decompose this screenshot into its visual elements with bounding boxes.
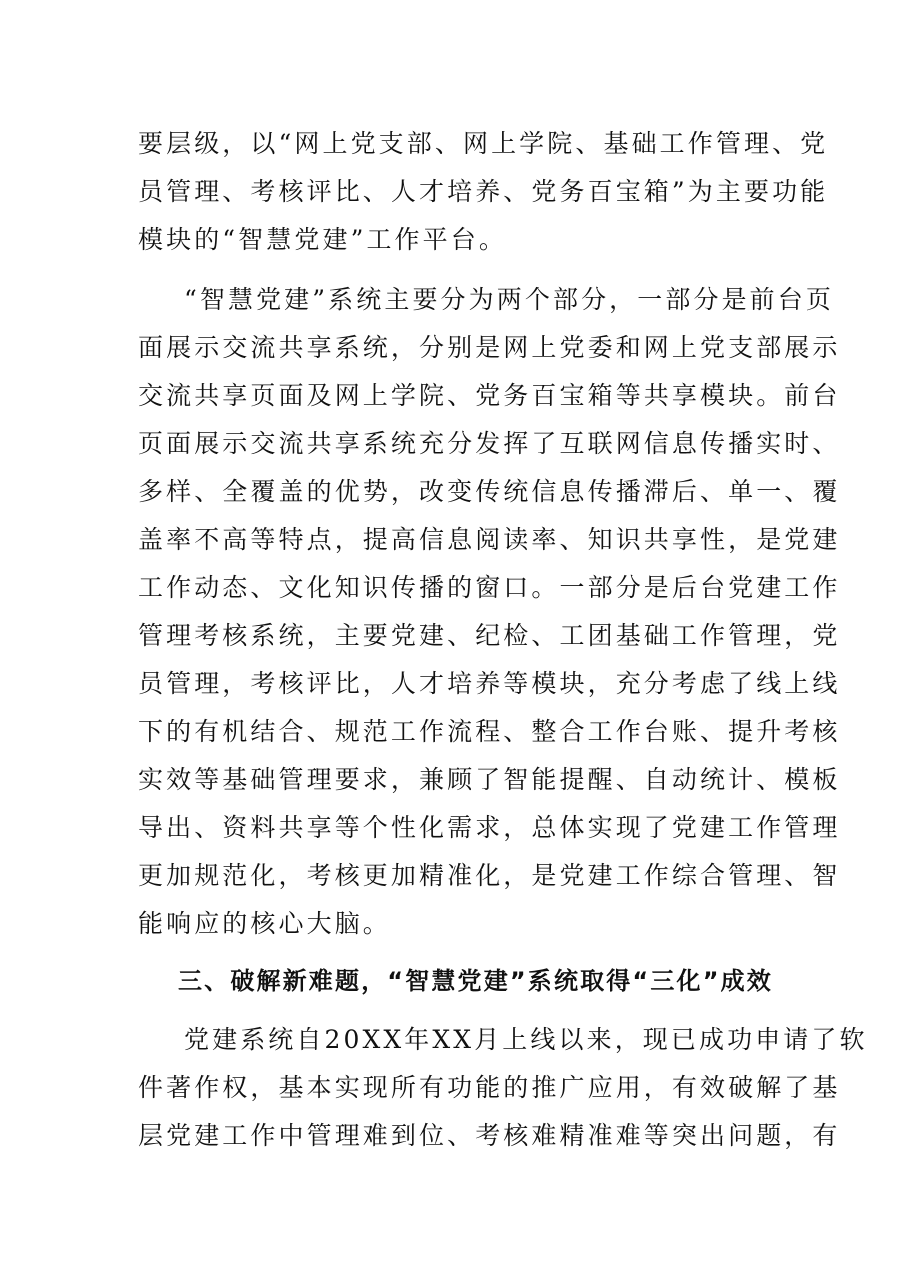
- paragraph-2-line-6: 盖率不高等特点，提高信息阅读率、知识共享性，是党建: [138, 525, 841, 554]
- paragraph-2-line-2: 面展示交流共享系统，分别是网上党委和网上党支部展示: [138, 333, 841, 362]
- paragraph-2-line-1: “智慧党建”系统主要分为两个部分，一部分是前台页: [184, 285, 834, 314]
- paragraph-3-line-2: 件著作权，基本实现所有功能的推广应用，有效破解了基: [138, 1073, 841, 1102]
- paragraph-2-line-13: 更加规范化，考核更加精准化，是党建工作综合管理、智: [138, 861, 841, 890]
- paragraph-2-line-12: 导出、资料共享等个性化需求，总体实现了党建工作管理: [138, 813, 841, 842]
- paragraph-3-line-3: 层党建工作中管理难到位、考核难精准难等突出问题，有: [138, 1121, 841, 1150]
- paragraph-2-line-7: 工作动态、文化知识传播的窗口。一部分是后台党建工作: [138, 573, 841, 602]
- paragraph-2-line-11: 实效等基础管理要求，兼顾了智能提醒、自动统计、模板: [138, 765, 841, 794]
- paragraph-2-line-8: 管理考核系统，主要党建、纪检、工团基础工作管理，党: [138, 621, 841, 650]
- paragraph-2-line-4: 页面展示交流共享系统充分发挥了互联网信息传播实时、: [138, 429, 841, 458]
- paragraph-1-line-1: 要层级，以“网上党支部、网上学院、基础工作管理、党: [138, 129, 829, 158]
- paragraph-1-line-3: 模块的“智慧党建”工作平台。: [138, 225, 507, 254]
- paragraph-2-line-14: 能响应的核心大脑。: [138, 909, 391, 938]
- paragraph-2-line-10: 下的有机结合、规范工作流程、整合工作台账、提升考核: [138, 717, 841, 746]
- paragraph-2-line-9: 员管理，考核评比，人才培养等模块，充分考虑了线上线: [138, 669, 841, 698]
- paragraph-1-line-2: 员管理、考核评比、人才培养、党务百宝箱”为主要功能: [138, 177, 829, 206]
- section-heading-3: 三、破解新难题，“智慧党建”系统取得“三化”成效: [178, 967, 772, 995]
- paragraph-2-line-3: 交流共享页面及网上学院、党务百宝箱等共享模块。前台: [138, 381, 841, 410]
- paragraph-2-line-5: 多样、全覆盖的优势，改变传统信息传播滞后、单一、覆: [138, 477, 841, 506]
- paragraph-3-line-1: 党建系统自20XX年XX月上线以来，现已成功申请了软: [184, 1025, 868, 1054]
